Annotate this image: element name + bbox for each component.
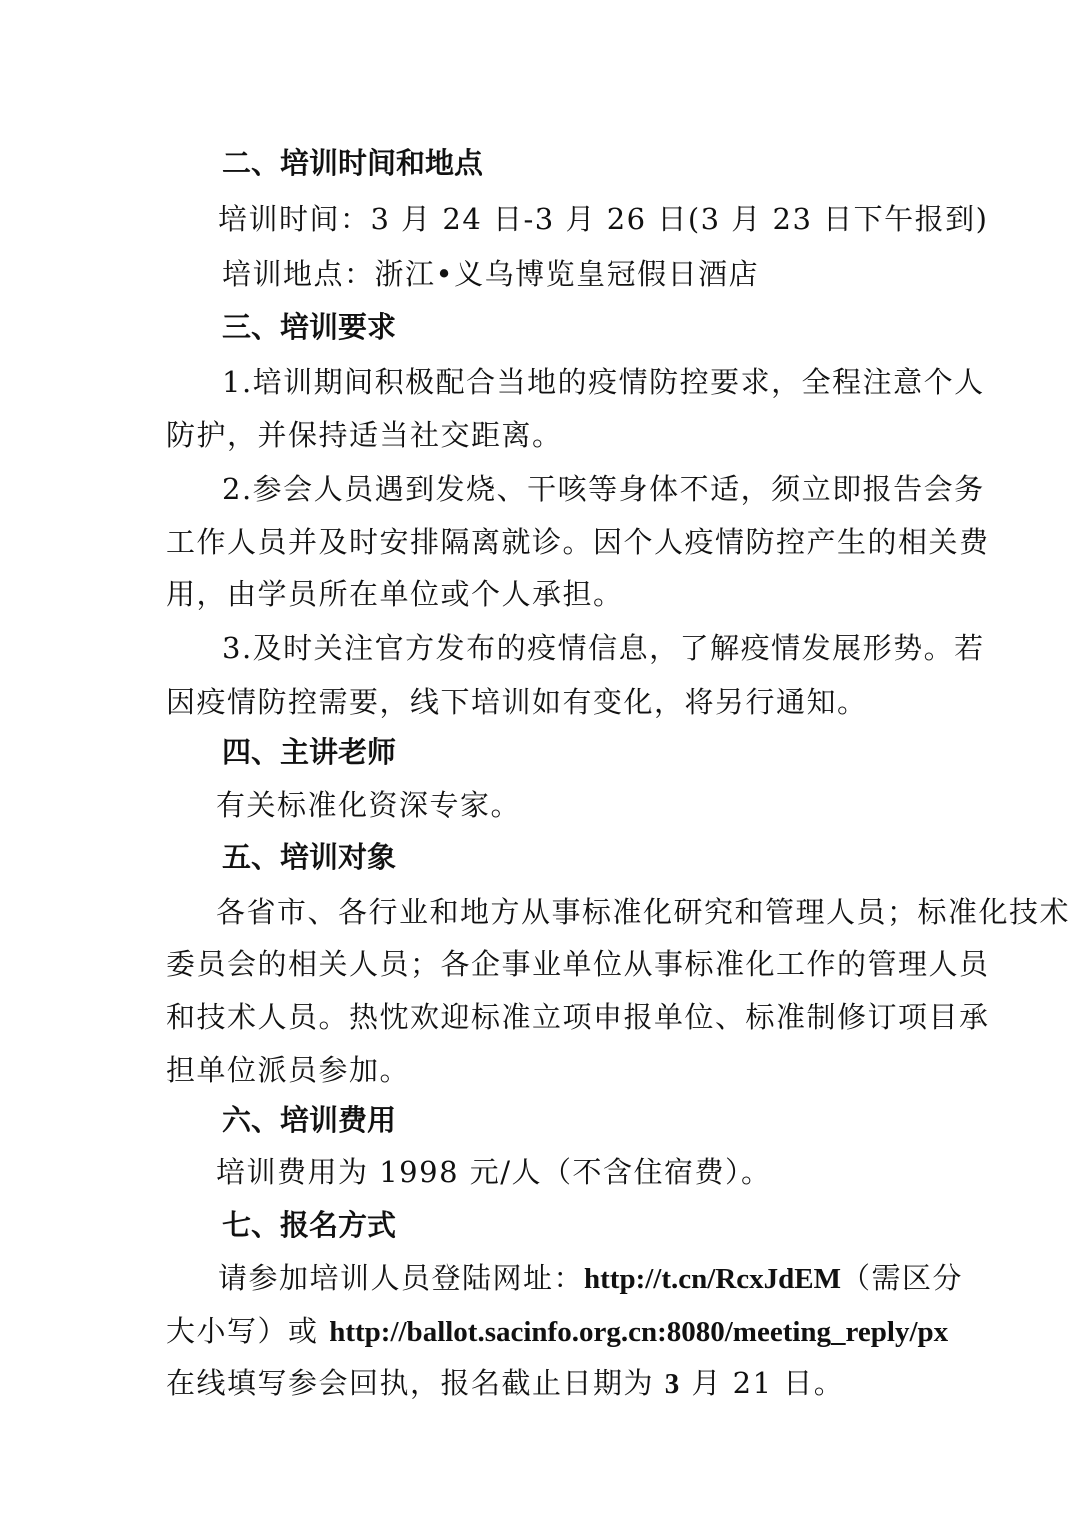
requirement-1-line-2: 防护，并保持适当社交距离。 [166,418,563,452]
audience-line-3: 和技术人员。热忱欢迎标准立项申报单位、标准制修订项目承 [166,1000,990,1034]
section-3-heading: 三、培训要求 [222,310,397,344]
requirement-2-line-1: 2.参会人员遇到发烧、干咳等身体不适，须立即报告会务 [222,472,985,506]
audience-line-2: 委员会的相关人员；各企事业单位从事标准化工作的管理人员 [166,947,990,981]
registration-line-1 [218,1258,963,1298]
registration-line-2-prefix: 大小写）或 [166,1314,330,1348]
requirement-3-line-2: 因疫情防控需要，线下培训如有变化，将另行通知。 [166,685,868,719]
requirement-3-line-1: 3.及时关注官方发布的疫情信息，了解疫情发展形势。若 [222,631,985,665]
registration-line-3 [166,1363,844,1403]
requirement-2-line-2: 工作人员并及时安排隔离就诊。因个人疫情防控产生的相关费 [166,525,990,559]
section-4-heading: 四、主讲老师 [222,735,397,769]
requirement-2-line-3: 用，由学员所在单位或个人承担。 [166,577,624,611]
lecturer-text: 有关标准化资深专家。 [216,788,522,822]
registration-line-1-suffix: （需区分 [840,1261,963,1295]
section-7-heading: 七、报名方式 [222,1208,397,1242]
fee-text: 培训费用为 1998 元/人（不含住宿费）。 [216,1155,772,1189]
requirement-1-line-1: 1.培训期间积极配合当地的疫情防控要求，全程注意个人 [222,365,985,399]
section-2-heading: 二、培训时间和地点 [222,146,484,180]
training-time: 培训时间：3 月 24 日-3 月 26 日(3 月 23 日下午报到) [218,202,989,236]
registration-line-3-suffix: 月 21 日。 [680,1366,845,1400]
section-6-heading: 六、培训费用 [222,1103,397,1137]
audience-line-4: 担单位派员参加。 [166,1053,411,1087]
registration-line-2 [166,1311,948,1351]
registration-line-1-prefix: 请参加培训人员登陆网址： [218,1261,585,1295]
registration-url-short[interactable]: http://t.cn/RcxJdEM [584,1263,841,1295]
audience-line-1: 各省市、各行业和地方从事标准化研究和管理人员；标准化技术 [216,895,1071,929]
deadline-month: 3 [664,1368,681,1400]
training-place: 培训地点：浙江•义乌博览皇冠假日酒店 [222,257,760,291]
registration-line-3-prefix: 在线填写参会回执，报名截止日期为 [166,1366,665,1400]
section-5-heading: 五、培训对象 [222,840,397,874]
registration-url-long[interactable]: http://ballot.sacinfo.org.cn:8080/meeting_reply/px [329,1316,949,1348]
